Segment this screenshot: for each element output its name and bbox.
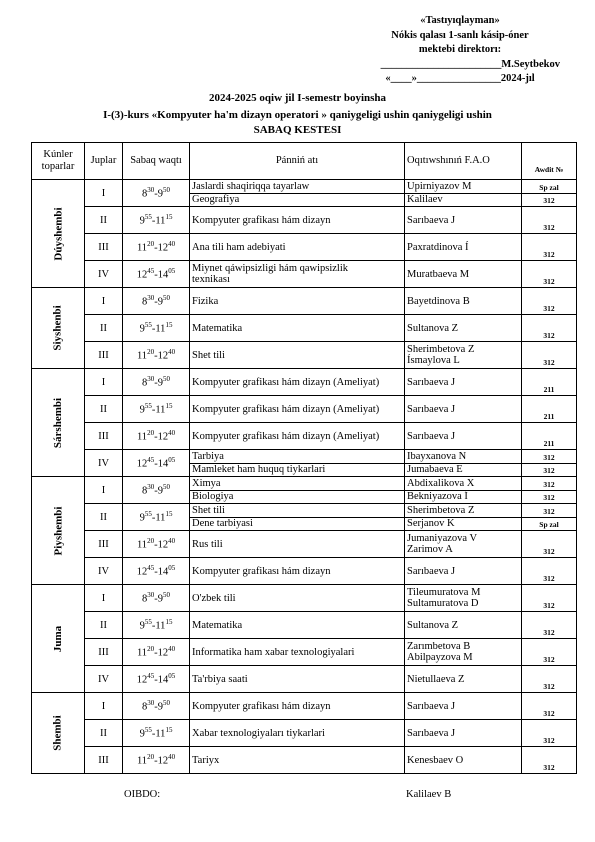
time-end-minutes: 50 — [163, 591, 170, 600]
day-cell — [32, 585, 85, 693]
time-start-minutes: 20 — [147, 537, 155, 546]
time-end-minutes: 15 — [165, 510, 173, 519]
time-end: 14 — [157, 269, 169, 281]
room-number: Sp zal — [522, 180, 577, 194]
teacher-name: Nietullaeva Z — [405, 666, 522, 693]
subject-name: Fizika — [190, 288, 405, 315]
table-row — [32, 423, 577, 450]
table-row — [32, 747, 577, 774]
day-cell — [32, 180, 85, 288]
semester-title: 2024-2025 oqiw jil I-semestr boyinsha — [208, 92, 387, 104]
time-end-minutes: 40 — [168, 348, 176, 357]
room-number: 211 — [522, 396, 577, 423]
time-start-minutes: 55 — [144, 321, 152, 330]
time-start: 9 — [139, 728, 145, 740]
time-start: 9 — [139, 215, 145, 227]
table-row — [32, 315, 577, 342]
table-row — [32, 207, 577, 234]
subject-name: Kompyuter grafikası hám dizayn — [190, 693, 405, 720]
teacher-name: Sherimbetova Z — [405, 504, 522, 518]
teacher-name: Ibayxanova N — [405, 450, 522, 464]
room-number: 312 — [522, 612, 577, 639]
schedule-title: SABAQ KESTESI — [253, 124, 342, 136]
room-number: Sp zal — [522, 517, 577, 531]
time-start-minutes: 55 — [144, 510, 152, 519]
time-end: 9 — [157, 593, 163, 605]
pair-number: II — [85, 207, 123, 234]
day-name: Dúyshembi — [52, 206, 65, 261]
teacher-name: Tileumuratova M Sultamuratova D — [405, 585, 522, 612]
time-start: 9 — [139, 512, 145, 524]
lesson-time: $8^{30}-9^{50}$ — [123, 477, 190, 504]
lesson-time: $11^{20}-12^{40}$ — [123, 747, 190, 774]
lesson-time: $11^{20}-12^{40}$ — [123, 342, 190, 369]
time-end: 11 — [155, 323, 166, 335]
time-end: 14 — [157, 458, 169, 470]
time-end: 14 — [157, 674, 169, 686]
teacher-name: Zarımbetova B Abilpayzova M — [405, 639, 522, 666]
teacher-name: Sultanova Z — [405, 612, 522, 639]
time-start-minutes: 55 — [144, 213, 152, 222]
pair-number: I — [85, 693, 123, 720]
lesson-time: $12^{45}-14^{05}$ — [123, 558, 190, 585]
room-number: 312 — [522, 288, 577, 315]
header-room: Awdit № — [522, 143, 577, 180]
room-number: 312 — [522, 463, 577, 477]
lesson-time: $8^{30}-9^{50}$ — [123, 180, 190, 207]
time-start: 11 — [136, 755, 148, 767]
time-start: 8 — [142, 377, 148, 389]
time-end: 12 — [157, 242, 169, 254]
approval-block — [360, 14, 560, 87]
time-start: 12 — [136, 566, 148, 578]
room-number: 312 — [522, 477, 577, 491]
header-teacher: Oqıtıwshınıń F.A.O — [405, 143, 522, 180]
time-end-minutes: 05 — [168, 564, 176, 573]
table-row — [32, 639, 577, 666]
lesson-time: $11^{20}-12^{40}$ — [123, 234, 190, 261]
time-start: 11 — [136, 539, 148, 551]
time-start-minutes: 20 — [147, 348, 155, 357]
subject-name: Mamleket ham huquq tiykarlari — [190, 463, 405, 477]
teacher-name: Bekniyazova Í — [405, 490, 522, 504]
time-start: 11 — [136, 647, 148, 659]
room-number: 312 — [522, 585, 577, 612]
pair-number: III — [85, 639, 123, 666]
time-start: 9 — [139, 404, 145, 416]
teacher-name: Sarıbaeva J — [405, 720, 522, 747]
room-number: 312 — [522, 558, 577, 585]
time-end-minutes: 50 — [163, 375, 170, 384]
room-number: 312 — [522, 342, 577, 369]
subject-name: Kompyuter grafikası hám dizayn — [190, 207, 405, 234]
pair-number: I — [85, 369, 123, 396]
pair-number: III — [85, 342, 123, 369]
time-end: 12 — [157, 431, 169, 443]
time-start-minutes: 20 — [147, 753, 155, 762]
room-number: 312 — [522, 747, 577, 774]
footer-left-label: OIBDO: — [124, 789, 161, 800]
room-number: 312 — [522, 261, 577, 288]
room-number: 312 — [522, 531, 577, 558]
lesson-time: $9^{55}-11^{15}$ — [123, 720, 190, 747]
subject-name: Matematika — [190, 612, 405, 639]
table-row — [32, 612, 577, 639]
subject-name: Kompyuter grafikası hám dizayn — [190, 558, 405, 585]
teacher-name: Sarıbaeva J — [405, 396, 522, 423]
pair-number: IV — [85, 666, 123, 693]
pair-number: III — [85, 531, 123, 558]
time-end-minutes: 50 — [163, 186, 170, 195]
time-start: 11 — [136, 242, 148, 254]
lesson-time: $8^{30}-9^{50}$ — [123, 585, 190, 612]
subject-name: Xabar texnologiyaları tiykarlari — [190, 720, 405, 747]
table-row — [32, 666, 577, 693]
time-start-minutes: 20 — [147, 429, 155, 438]
time-start-minutes: 55 — [144, 618, 152, 627]
time-start: 8 — [142, 296, 148, 308]
subject-name: Matematika — [190, 315, 405, 342]
time-start: 8 — [142, 485, 148, 497]
time-end-minutes: 15 — [165, 321, 173, 330]
teacher-name: Paxratdinova Í — [405, 234, 522, 261]
time-end: 11 — [155, 512, 166, 524]
subject-name: Dene tarbiyasi — [190, 517, 405, 531]
teacher-name: Sultanova Z — [405, 315, 522, 342]
teacher-name: Jumaniyazova V Zarimov A — [405, 531, 522, 558]
teacher-name: Bayetdinova B — [405, 288, 522, 315]
header-subject: Pánniń atı — [190, 143, 405, 180]
schedule-body — [32, 180, 577, 774]
table-row — [32, 585, 577, 612]
room-number: 312 — [522, 450, 577, 464]
subject-name: Rus tili — [190, 531, 405, 558]
subject-name: Kompyuter grafikası hám dizayn (Ameliyat) — [190, 396, 405, 423]
pair-number: III — [85, 747, 123, 774]
time-end: 9 — [157, 485, 163, 497]
room-number: 211 — [522, 369, 577, 396]
teacher-name: Kenesbaev O — [405, 747, 522, 774]
footer-right-name: Kalilaev B — [406, 789, 452, 800]
time-end-minutes: 50 — [163, 699, 170, 708]
teacher-name: Abdixalikova X — [405, 477, 522, 491]
table-header-row — [32, 143, 577, 180]
time-start-minutes: 30 — [147, 699, 155, 708]
time-start: 12 — [136, 458, 148, 470]
time-start: 9 — [139, 620, 145, 632]
pair-number: II — [85, 396, 123, 423]
subject-name: Jaslardi shaqiriqqa tayarlaw — [190, 180, 405, 194]
time-end: 12 — [157, 350, 169, 362]
time-end: 12 — [157, 755, 169, 767]
subject-name: Tariyx — [190, 747, 405, 774]
time-start-minutes: 20 — [147, 645, 155, 654]
time-end: 11 — [155, 404, 166, 416]
table-row — [32, 342, 577, 369]
time-end-minutes: 15 — [165, 618, 173, 627]
day-name: Sárshembi — [52, 397, 64, 448]
room-number: 312 — [522, 693, 577, 720]
pair-number: II — [85, 315, 123, 342]
approval-title: «Tastıyıqlayman» — [420, 15, 500, 26]
day-cell — [32, 288, 85, 369]
time-end: 12 — [157, 539, 169, 551]
time-end-minutes: 05 — [168, 456, 176, 465]
time-start-minutes: 30 — [147, 186, 155, 195]
time-end-minutes: 40 — [168, 645, 176, 654]
lesson-time: $11^{20}-12^{40}$ — [123, 639, 190, 666]
time-end: 9 — [157, 296, 163, 308]
subject-name: Ta'rbiya saati — [190, 666, 405, 693]
subject-name: Shet tili — [190, 342, 405, 369]
subject-name: Tarbiya — [190, 450, 405, 464]
time-start-minutes: 30 — [147, 294, 155, 303]
time-start: 8 — [142, 593, 148, 605]
time-end-minutes: 40 — [168, 429, 176, 438]
teacher-name: Jumabaeva E — [405, 463, 522, 477]
header-time: Sabaq waqtı — [123, 143, 190, 180]
table-row — [32, 180, 577, 194]
teacher-name: Sarıbaeva J — [405, 207, 522, 234]
lesson-time: $8^{30}-9^{50}$ — [123, 288, 190, 315]
pair-number: IV — [85, 558, 123, 585]
pair-number: III — [85, 234, 123, 261]
day-cell — [32, 693, 85, 774]
approval-position: mektebi direktorı: — [418, 44, 502, 55]
time-start-minutes: 30 — [147, 375, 155, 384]
teacher-name: Sarıbaeva J — [405, 558, 522, 585]
header-day: Kúnler toparlar — [32, 143, 85, 180]
subject-name: Shet tili — [190, 504, 405, 518]
room-number: 312 — [522, 315, 577, 342]
time-start-minutes: 55 — [144, 402, 152, 411]
table-row — [32, 369, 577, 396]
header-pair: Juplar — [85, 143, 123, 180]
time-start-minutes: 30 — [147, 483, 155, 492]
lesson-time: $12^{45}-14^{05}$ — [123, 450, 190, 477]
pair-number: I — [85, 477, 123, 504]
subject-name: Biologiya — [190, 490, 405, 504]
room-number: 312 — [522, 234, 577, 261]
time-end-minutes: 15 — [165, 402, 173, 411]
lesson-time: $9^{55}-11^{15}$ — [123, 612, 190, 639]
time-end: 11 — [155, 728, 166, 740]
pair-number: I — [85, 180, 123, 207]
teacher-name: Sarıbaeva J — [405, 369, 522, 396]
subject-name: Ximya — [190, 477, 405, 491]
approval-institution: Nókis qalası 1-sanlı kásip-óner — [391, 29, 529, 41]
pair-number: IV — [85, 261, 123, 288]
time-end: 9 — [157, 701, 163, 713]
time-end: 12 — [157, 647, 169, 659]
table-row — [32, 720, 577, 747]
room-number: 312 — [522, 666, 577, 693]
pair-number: II — [85, 720, 123, 747]
day-name: Juma — [52, 625, 64, 652]
time-start: 12 — [136, 674, 148, 686]
day-name: Siyshenbi — [52, 305, 64, 351]
approval-date-line: «____»________________2024-jıl — [385, 73, 535, 84]
pair-number: III — [85, 423, 123, 450]
lesson-time: $9^{55}-11^{15}$ — [123, 315, 190, 342]
time-end-minutes: 50 — [163, 483, 170, 492]
teacher-name: Sarıbaeva J — [405, 693, 522, 720]
lesson-time: $9^{55}-11^{15}$ — [123, 504, 190, 531]
room-number: 312 — [522, 193, 577, 207]
pair-number: IV — [85, 450, 123, 477]
table-row — [32, 450, 577, 464]
lesson-time: $12^{45}-14^{05}$ — [123, 261, 190, 288]
time-end-minutes: 05 — [168, 267, 176, 276]
course-title: I-(3)-kurs «Kompyuter ha'm dizayn operatori » qaniygeligi ushin qaniygeligi ushin — [103, 109, 492, 121]
time-start-minutes: 20 — [147, 240, 155, 249]
table-row — [32, 288, 577, 315]
table-row — [32, 261, 577, 288]
time-start: 8 — [142, 188, 148, 200]
room-number: 312 — [522, 207, 577, 234]
time-end-minutes: 15 — [165, 213, 173, 222]
subject-name: Ana tili ham adebiyati — [190, 234, 405, 261]
room-number: 312 — [522, 504, 577, 518]
subject-name: Geografiya — [190, 193, 405, 207]
table-row — [32, 396, 577, 423]
day-cell — [32, 477, 85, 585]
day-name: Shembi — [52, 715, 64, 751]
time-end-minutes: 50 — [163, 294, 170, 303]
time-end: 9 — [157, 377, 163, 389]
time-start-minutes: 45 — [147, 564, 155, 573]
table-row — [32, 693, 577, 720]
table-row — [32, 558, 577, 585]
lesson-time: $8^{30}-9^{50}$ — [123, 369, 190, 396]
time-end: 11 — [155, 620, 166, 632]
lesson-time: $9^{55}-11^{15}$ — [123, 396, 190, 423]
time-start-minutes: 45 — [147, 456, 155, 465]
teacher-name: Muratbaeva M — [405, 261, 522, 288]
time-start: 11 — [136, 431, 148, 443]
room-number: 312 — [522, 639, 577, 666]
time-start-minutes: 30 — [147, 591, 155, 600]
time-end: 11 — [155, 215, 166, 227]
time-end: 9 — [157, 188, 163, 200]
time-start-minutes: 55 — [144, 726, 152, 735]
room-number: 312 — [522, 720, 577, 747]
time-start: 11 — [136, 350, 148, 362]
teacher-name: Sherimbetova Z Ísmaylova L — [405, 342, 522, 369]
subject-name: Informatika ham xabar texnologiyalari — [190, 639, 405, 666]
schedule-table — [31, 142, 577, 774]
room-number: 312 — [522, 490, 577, 504]
pair-number: I — [85, 288, 123, 315]
time-end-minutes: 40 — [168, 537, 176, 546]
time-start: 8 — [142, 701, 148, 713]
lesson-time: $9^{55}-11^{15}$ — [123, 207, 190, 234]
teacher-name: Serjanov K — [405, 517, 522, 531]
teacher-name: Upirniyazov M — [405, 180, 522, 194]
time-end-minutes: 15 — [165, 726, 173, 735]
table-row — [32, 477, 577, 491]
time-end-minutes: 40 — [168, 753, 176, 762]
day-cell — [32, 369, 85, 477]
lesson-time: $12^{45}-14^{05}$ — [123, 666, 190, 693]
pair-number: II — [85, 504, 123, 531]
subject-name: Miynet qáwipsizligi hám qawipsizlik texnikası — [190, 261, 405, 288]
teacher-name: Sarıbaeva J — [405, 423, 522, 450]
time-end: 14 — [157, 566, 169, 578]
lesson-time: $11^{20}-12^{40}$ — [123, 423, 190, 450]
table-row — [32, 234, 577, 261]
table-row — [32, 531, 577, 558]
lesson-time: $11^{20}-12^{40}$ — [123, 531, 190, 558]
approval-signature-line: _______________________M.Seytbekov — [380, 58, 560, 70]
pair-number: II — [85, 612, 123, 639]
time-start-minutes: 45 — [147, 672, 155, 681]
time-end-minutes: 40 — [168, 240, 176, 249]
teacher-name: Kalilaev — [405, 193, 522, 207]
time-start: 12 — [136, 269, 148, 281]
lesson-time: $8^{30}-9^{50}$ — [123, 693, 190, 720]
day-name: Piyshembi — [52, 506, 64, 555]
subject-name: O'zbek tili — [190, 585, 405, 612]
time-start-minutes: 45 — [147, 267, 155, 276]
table-row — [32, 504, 577, 518]
subject-name: Kompyuter grafikası hám dizayn (Ameliyat) — [190, 423, 405, 450]
time-start: 9 — [139, 323, 145, 335]
room-number: 211 — [522, 423, 577, 450]
pair-number: I — [85, 585, 123, 612]
time-end-minutes: 05 — [168, 672, 176, 681]
subject-name: Kompyuter grafikası hám dizayn (Ameliyat) — [190, 369, 405, 396]
